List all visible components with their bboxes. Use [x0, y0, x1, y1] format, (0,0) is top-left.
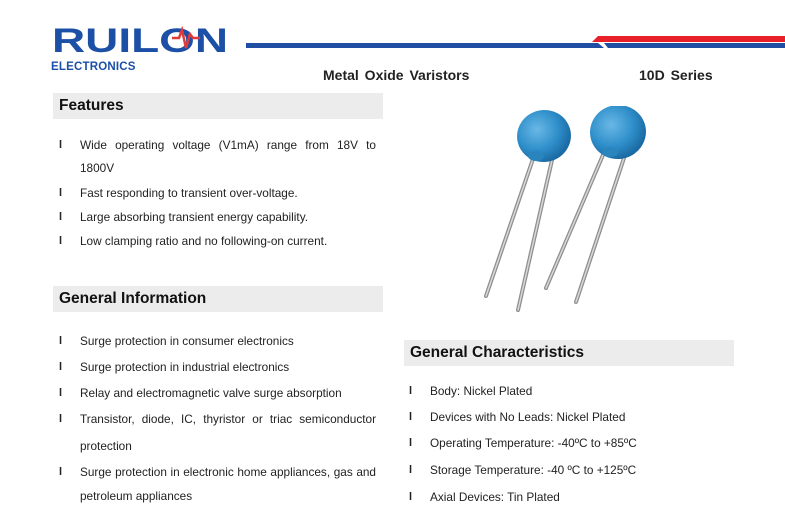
- general-information-heading: General Information: [53, 286, 383, 312]
- feature-text: Large absorbing transient energy capability.: [80, 210, 308, 224]
- varistor-disc-icon: [512, 106, 576, 167]
- varistor-disc-icon: [586, 106, 651, 163]
- bullet-icon: l: [409, 411, 413, 423]
- info-text: Surge protection in electronic home appliances, gas and petroleum appliances: [80, 465, 376, 503]
- bullet-icon: l: [59, 361, 63, 373]
- disc-base-icon: [602, 147, 618, 157]
- list-item: [404, 430, 734, 457]
- bullet-icon: l: [59, 387, 63, 399]
- characteristic-text: Axial Devices: Tin Plated: [430, 490, 560, 504]
- list-item: [404, 457, 734, 484]
- bullet-icon: l: [59, 335, 63, 347]
- bullet-icon: l: [59, 466, 63, 478]
- features-heading: Features: [53, 93, 383, 119]
- list-item: [54, 354, 376, 380]
- logo-wordmark: RUILON: [52, 24, 228, 56]
- list-item: [54, 181, 376, 205]
- list-item: [54, 460, 376, 508]
- info-text: Surge protection in industrial electronics: [80, 360, 290, 374]
- bullet-icon: l: [409, 437, 413, 449]
- general-information-list: [54, 328, 376, 508]
- brand-subtitle: ELECTRONICS: [51, 61, 136, 73]
- characteristic-text: Body: Nickel Plated: [430, 384, 533, 398]
- bullet-icon: l: [59, 413, 63, 425]
- bullet-icon: l: [409, 491, 413, 503]
- feature-text: Wide operating voltage (V1mA) range from 18V to 1800V: [80, 138, 376, 175]
- info-text: Transistor, diode, IC, thyristor or triac semiconductor protection: [80, 412, 376, 453]
- list-item: [54, 328, 376, 354]
- disc-base-icon: [528, 151, 544, 161]
- info-text: Surge protection in consumer electronics: [80, 334, 294, 348]
- feature-text: Fast responding to transient over-voltage.: [80, 186, 298, 200]
- list-item: [54, 406, 376, 460]
- bullet-icon: l: [59, 187, 63, 199]
- list-item: [54, 205, 376, 229]
- general-characteristics-list: [404, 378, 734, 510]
- varistor-product-image: [470, 106, 670, 312]
- characteristic-text: Operating Temperature: -40ºC to +85ºC: [430, 436, 637, 450]
- general-characteristics-heading: General Characteristics: [404, 340, 734, 366]
- feature-text: Low clamping ratio and no following-on current.: [80, 234, 328, 248]
- info-text: Relay and electromagnetic valve surge absorption: [80, 386, 342, 400]
- list-item: [54, 380, 376, 406]
- characteristic-text: Devices with No Leads: Nickel Plated: [430, 410, 626, 424]
- features-list: [54, 134, 376, 253]
- list-item: [404, 378, 734, 404]
- characteristic-text: Storage Temperature: -40 ºC to +125ºC: [430, 463, 637, 477]
- ruilon-logo: [52, 24, 232, 56]
- header-banner: [246, 36, 785, 48]
- bullet-icon: l: [59, 139, 63, 151]
- bullet-icon: l: [409, 464, 413, 476]
- bullet-icon: l: [59, 211, 63, 223]
- series-label: 10D Series: [639, 67, 713, 83]
- document-title: Metal Oxide Varistors: [323, 67, 470, 83]
- list-item: [404, 404, 734, 430]
- list-item: [54, 229, 376, 253]
- bullet-icon: l: [59, 235, 63, 247]
- list-item: [54, 134, 376, 180]
- list-item: [404, 484, 734, 510]
- bullet-icon: l: [409, 385, 413, 397]
